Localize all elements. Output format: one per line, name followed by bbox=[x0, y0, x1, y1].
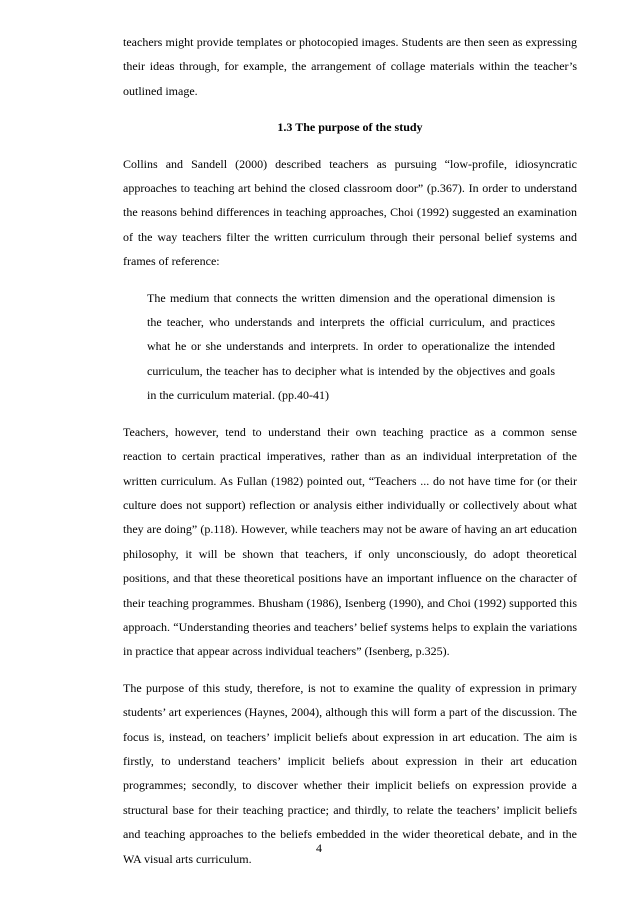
paragraph-purpose-of-study: The purpose of this study, therefore, is not to examine the quality of expression in primary students’ art experiences (Haynes, 2004), although this will form a part of the discussion. The focus is, instead, on teachers’ implicit beliefs about expression in art education. The aim is firstly, to understand teachers’ implicit beliefs about expression in their art education programmes; secondly, to discover whether their implicit beliefs on expression provide a structural base for their teaching practice; and thirdly, to relate the teachers’ implicit beliefs and teaching approaches to the beliefs embedded in the wider theoretical debate, and in the WA visual arts curriculum. bbox=[123, 680, 577, 866]
block-quote-choi: The medium that connects the written dimension and the operational dimension is the teacher, who understands and interprets the official curriculum, and practices what he or she understands and interprets. In order to operationalize the intended curriculum, the teacher has to decipher what is intended by the objectives and goals in the curriculum material. (pp.40-41) bbox=[147, 290, 555, 403]
document-page bbox=[123, 30, 577, 883]
continuation-paragraph: teachers might provide templates or photocopied images. Students are then seen as expressing their ideas through, for example, the arrangement of collage materials within the teacher’s outlined image. bbox=[123, 35, 577, 98]
paragraph-teachers-practice: Teachers, however, tend to understand their own teaching practice as a common sense reaction to certain practical imperatives, rather than as an individual interpretation of the written curriculum. As Fullan (1982) pointed out, “Teachers ... do not have time for (or their culture does not support) reflection or analysis either individually or collectively about what they are doing” (p.118). However, while teachers may not be aware of having an art education philosophy, it will be shown that teachers, if only unconsciously, do adopt theoretical positions, and that these theoretical positions have an important influence on the character of their teaching programmes. Bhusham (1986), Isenberg (1990), and Choi (1992) supported this approach. “Understanding theories and teachers’ belief systems helps to explain the variations in practice that appear across individual teachers” (Isenberg, p.325). bbox=[123, 424, 577, 659]
section-heading: 1.3 The purpose of the study bbox=[277, 120, 423, 135]
paragraph-collins-sandell: Collins and Sandell (2000) described teachers as pursuing “low-profile, idiosyncratic approaches to teaching art behind the closed classroom door” (p.367). In order to understand the reasons behind differences in teaching approaches, Choi (1992) suggested an examination of the way teachers filter the written curriculum through their personal belief systems and frames of reference: bbox=[123, 156, 577, 269]
page-number: 4 bbox=[316, 841, 322, 855]
